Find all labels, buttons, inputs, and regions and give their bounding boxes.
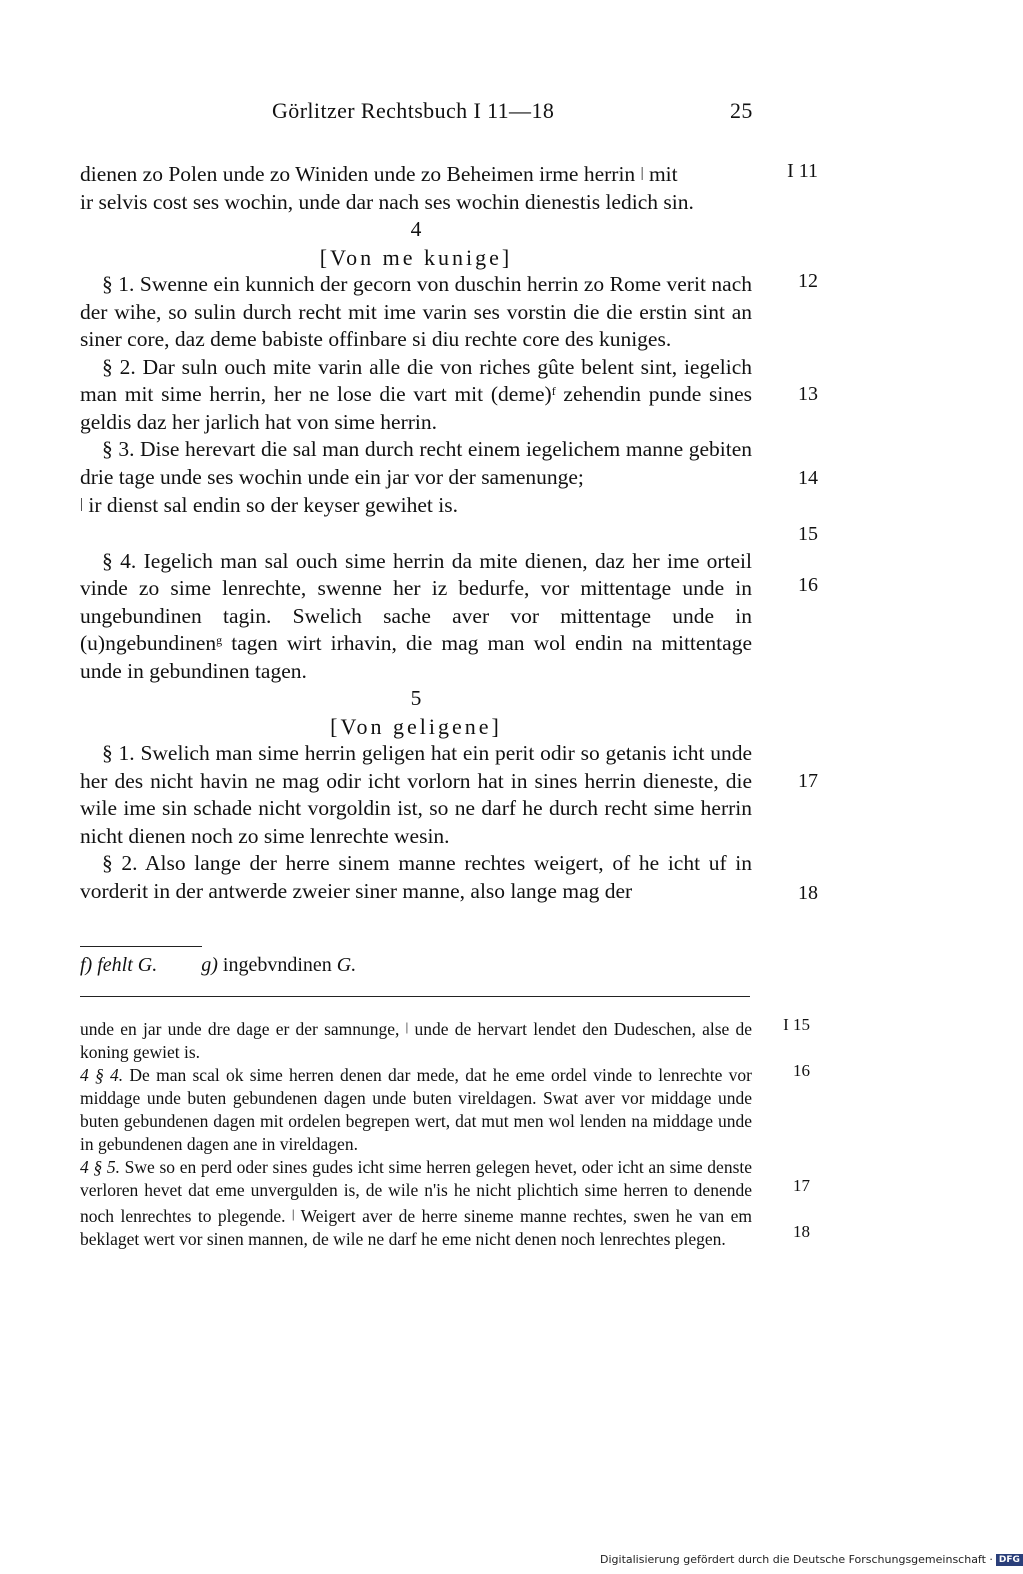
line-divider-mark: | [80,496,84,512]
footnote-g-siglum: G. [336,954,357,976]
line-divider-mark: | [291,1206,295,1221]
parallel-margin-ref: 17 [793,1176,810,1195]
margin-ref: 14 [798,467,818,489]
margin-ref: 15 [798,523,818,545]
paragraph-continuation: dienen zo Polen unde zo Winiden unde zo Beheimen irme herrin | mit ir selvis cost ses wochin, unde dar nach ses wochin dienestis ledich sin. [80,162,694,214]
parallel-margin-ref: I 15 [783,1015,810,1034]
parallel-text [80,1015,752,1251]
margin-ref: 17 [798,770,818,792]
footnote-mark-f: f [551,384,556,398]
chapter-4-number: 4 [410,217,422,241]
margin-ref: 12 [798,270,818,292]
footnotes [80,954,356,977]
margin-ref: 18 [798,882,818,904]
line-divider-mark: | [640,165,644,181]
spacer [80,520,752,548]
footnote-rule [80,946,202,947]
parallel-ref: 4 § 4. [80,1065,124,1085]
section-5-1: § 1. Swelich man sime herrin geligen hat ein perit odir so getanis icht unde her des nicht havin ne mag odir icht vorlorn hat in sines herrin dieneste, die wile ime sin schade nicht vorgoldin ist, so ne darf he durch recht sime herrin nicht dienen noch zo sime lenrechte wesin. [80,741,752,848]
parallel-block-2: 4 § 4. De man scal ok sime herren denen dar mede, dat he eme ordel vinde to lenrechte vor middage unde buten gebundenen dagen unde buten vireldagen. Swat aver vor middage unde buten gebundenen dagen mit ordelen begrepen wert, dat mut men wol lenden na middage unde in gebundenen dagen ane in vireldagen. [80,1065,752,1154]
margin-ref: 13 [798,383,818,405]
parallel-block-1: unde en jar unde dre dage er der samnunge, | unde de hervart lendet den Dudeschen, alse de koning gewiet is. [80,1019,753,1062]
section-4-3: § 3. Dise herevart die sal man durch recht einem iegelichem manne gebiten drie tage unde ses wochin unde ein jar vor der samenunge; | ir dienst sal endin so der keyser gewihet is. [80,437,752,517]
section-4-1: § 1. Swenne ein kunnich der gecorn von duschin herrin zo Rome verit nach der wihe, so sulin durch recht mit ime varin ses vorstin die die erstin sint an siner core, daz deme babiste offinbare si diu rechte core des kuniges. [80,272,752,351]
chapter-5-title: [Von geligene] [330,713,502,739]
footnote-mark-g: g [216,633,223,647]
page-number: 25 [730,98,753,123]
footnote-g-text: ingebvndinen [217,954,337,976]
footnote-g-mark: g) [201,954,218,976]
parallel-margin-ref: 18 [793,1222,810,1241]
margin-ref: I 11 [787,160,818,182]
section-4-4: § 4. Iegelich man sal ouch sime herrin da mite dienen, daz her ime orteil vinde zo sime lenrechte, swenne her iz bedurfe, vor mittentage unde in ungebundinen tagin. Swelich sache aver vor mittentage unde in (u)ngebundinen$^g$ tagen wirt irhavin, die mag man wol endin na mittentage unde in gebundinen tagen. [80,548,752,683]
parallel-block-3: 4 § 5. Swe so en perd oder sines gudes icht sime herren gelegen hevet, oder icht an sime denste verloren hevet dat eme unvergulden is, de wile n'is he nicht plichtich sime herren to denende noch lenrechtes to plegende. | Weigert aver de herre sineme manne rechtes, swen he van em beklaget wert vor sinen mannen, de wile ne darf he eme nicht denen noch lenrechtes plegen. [80,1157,753,1249]
footnote-f: f) fehlt G. [80,954,158,976]
digitization-credit: Digitalisierung gefördert durch die Deutsche Forschungsgemeinschaft · DFG [600,1553,1023,1566]
chapter-5-number: 5 [410,686,422,710]
parallel-margin-ref: 16 [793,1061,810,1080]
section-5-2: § 2. Also lange der herre sinem manne rechtes weigert, of he icht uf in vorderit in der antwerde zweier siner manne, also lange mag der [80,851,752,903]
line-divider-mark: | [405,1019,409,1034]
margin-ref: 16 [798,574,818,596]
chapter-4-title: [Von me kunige] [319,244,513,270]
dfg-logo: DFG [996,1554,1023,1566]
apparatus-rule [80,996,750,997]
main-text [80,160,752,905]
running-head-title: Görlitzer Rechtsbuch I 11—18 [272,98,555,123]
parallel-ref: 4 § 5. [80,1157,120,1177]
section-4-2: § 2. Dar suln ouch mite varin alle die von riches gûte belent sint, iegelich man mit sime herrin, her ne lose die vart mit (deme)$^f$ zehendin punde sines geldis daz her jarlich hat von sime herrin. [80,354,752,434]
